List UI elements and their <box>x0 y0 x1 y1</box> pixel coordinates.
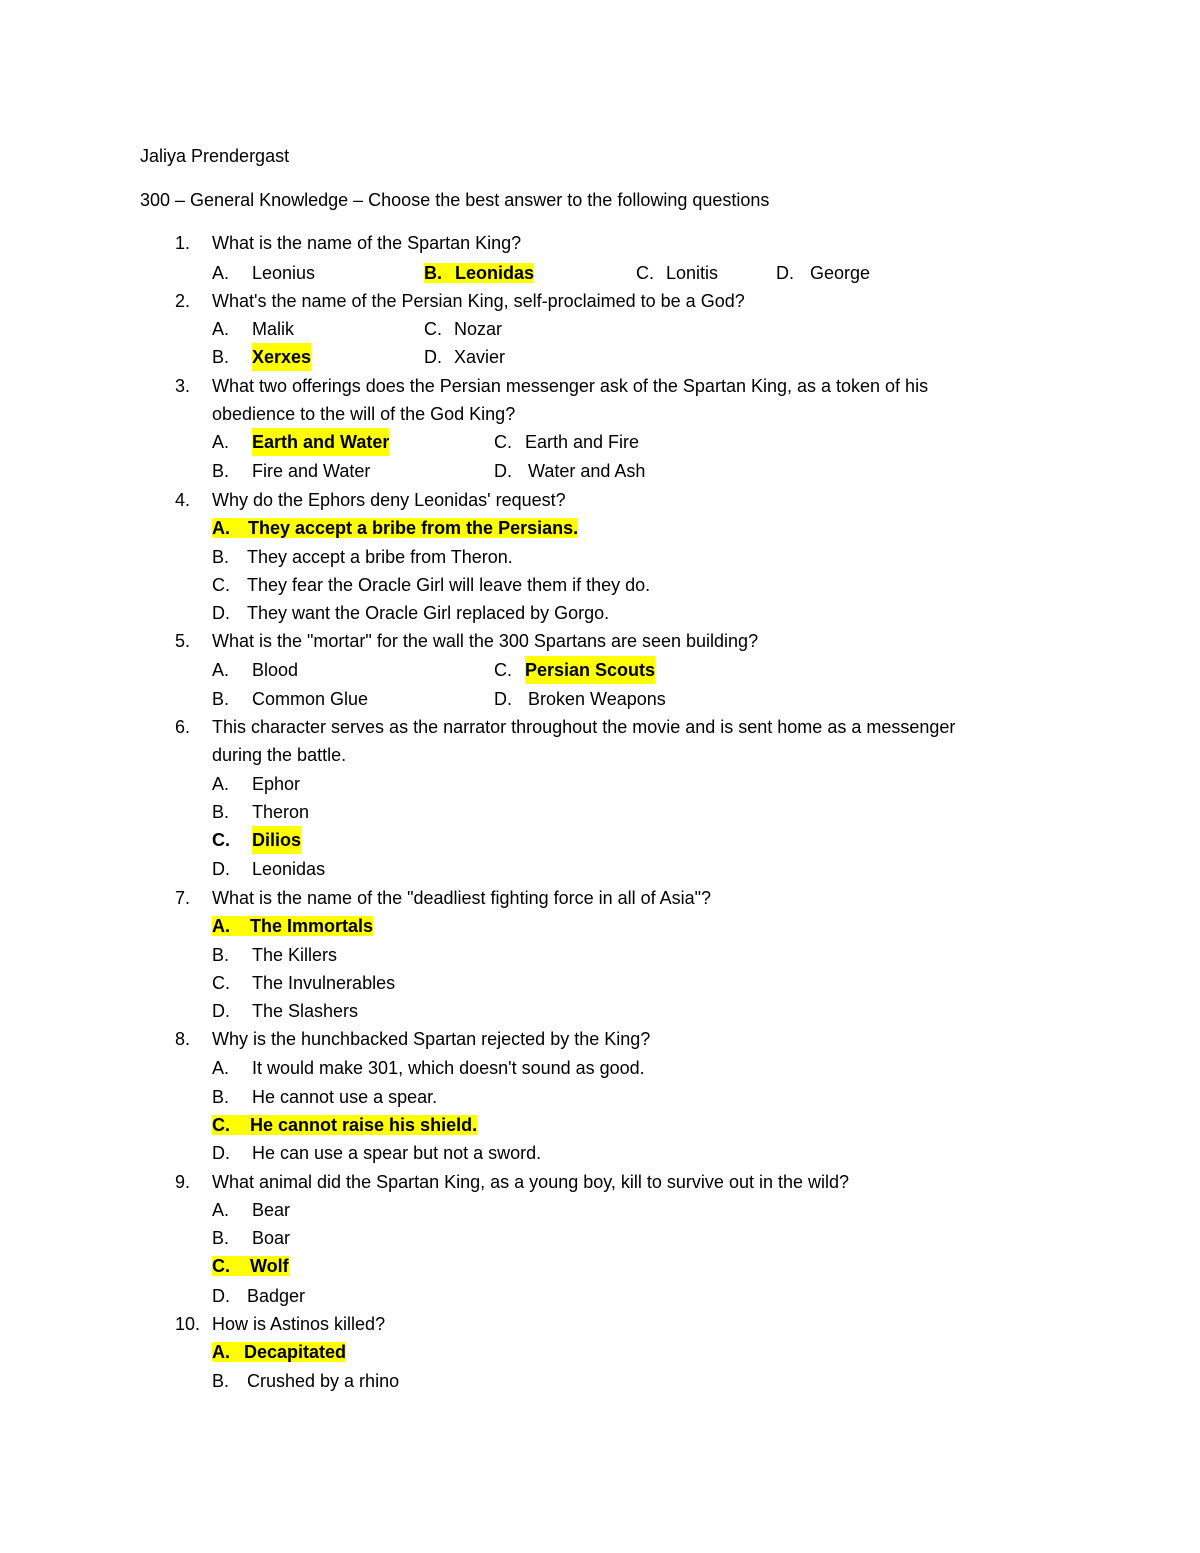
option: D. The Slashers <box>212 1001 359 1021</box>
question-text: What animal did the Spartan King, as a young boy, kill to survive out in the wild? <box>212 1172 850 1192</box>
option: C. Nozar <box>424 319 503 339</box>
option-correct: C. Dilios <box>212 826 230 854</box>
question-number: 6. <box>175 717 191 737</box>
option: A. Leonius <box>212 263 316 283</box>
option-correct: B. Leonidas <box>424 263 535 283</box>
option: D. Leonidas <box>212 859 326 879</box>
question-text: What is the name of the "deadliest fighting force in all of Asia"? <box>212 888 712 908</box>
option: B. Boar <box>212 1228 291 1248</box>
question-number: 10. <box>175 1314 201 1334</box>
option: B. Common Glue <box>212 689 369 709</box>
option: B. Fire and Water <box>212 461 371 481</box>
option: D. George <box>776 263 871 283</box>
question-text: What's the name of the Persian King, self-proclaimed to be a God? <box>212 291 745 311</box>
option: B. They accept a bribe from Theron. <box>212 547 513 567</box>
question-number: 3. <box>175 376 191 396</box>
author-name: Jaliya Prendergast <box>140 146 290 166</box>
question-text: What is the name of the Spartan King? <box>212 233 522 253</box>
option-correct: A. The Immortals <box>212 916 374 936</box>
option: D. Broken Weapons <box>494 689 666 709</box>
question-text: What is the "mortar" for the wall the 300 Spartans are seen building? <box>212 631 759 651</box>
question-text: What two offerings does the Persian messenger ask of the Spartan King, as a token of his <box>212 376 929 396</box>
option-correct: A. Decapitated <box>212 1342 347 1362</box>
option: B. Theron <box>212 802 310 822</box>
option: C. They fear the Oracle Girl will leave them if they do. <box>212 575 651 595</box>
question-number: 9. <box>175 1172 191 1192</box>
option: D. Xavier <box>424 347 506 367</box>
option: A. They accept a bribe from the Persians. <box>212 518 579 538</box>
question-text-continued: obedience to the will of the God King? <box>212 404 516 424</box>
option: A. Ephor <box>212 774 301 794</box>
option: B. He cannot use a spear. <box>212 1087 438 1107</box>
option-correct: C. He cannot raise his shield. <box>212 1115 478 1135</box>
question-text: This character serves as the narrator throughout the movie and is sent home as a messenger <box>212 717 956 737</box>
option: C. The Invulnerables <box>212 973 396 993</box>
question-number: 5. <box>175 631 191 651</box>
option: D. Badger <box>212 1286 306 1306</box>
question-number: 2. <box>175 291 191 311</box>
question-number: 7. <box>175 888 191 908</box>
question-number: 1. <box>175 233 191 253</box>
option: D. He can use a spear but not a sword. <box>212 1143 542 1163</box>
option: C. Lonitis <box>636 263 719 283</box>
option: D. Water and Ash <box>494 461 646 481</box>
option: A. Blood <box>212 660 299 680</box>
question-text-continued: during the battle. <box>212 745 347 765</box>
option: B. Xerxes <box>212 343 229 371</box>
option: A. It would make 301, which doesn't sound as good. <box>212 1058 645 1078</box>
question-text: Why do the Ephors deny Leonidas' request? <box>212 490 566 510</box>
question-number: 4. <box>175 490 191 510</box>
option: B. Crushed by a rhino <box>212 1371 400 1391</box>
option: A. Malik <box>212 319 295 339</box>
option: C. Earth and Fire <box>494 432 640 452</box>
question-number: 8. <box>175 1029 191 1049</box>
question-text: How is Astinos killed? <box>212 1314 386 1334</box>
option: A. Bear <box>212 1200 291 1220</box>
option-correct: C. Wolf <box>212 1256 289 1276</box>
option: C. Persian Scouts <box>494 656 512 684</box>
option: A. Earth and Water <box>212 428 229 456</box>
option: D. They want the Oracle Girl replaced by Gorgo. <box>212 603 610 623</box>
option: B. The Killers <box>212 945 338 965</box>
quiz-heading: 300 – General Knowledge – Choose the best answer to the following questions <box>140 190 770 210</box>
question-text: Why is the hunchbacked Spartan rejected by the King? <box>212 1029 651 1049</box>
